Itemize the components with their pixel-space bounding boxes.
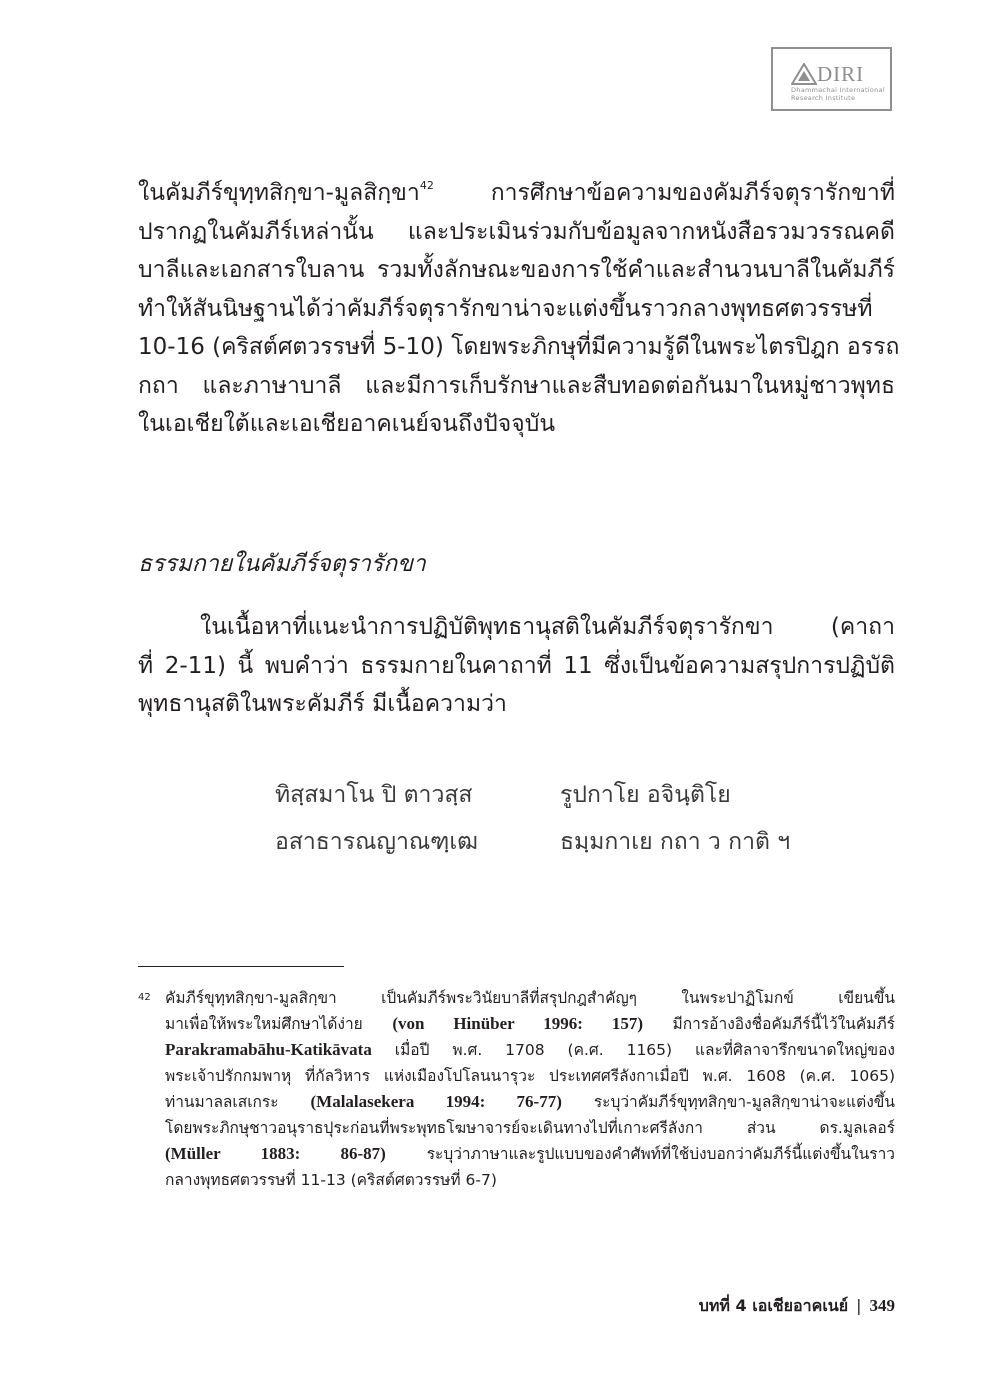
footnote-ref[interactable]: 42 bbox=[419, 179, 434, 192]
citation: (Müller 1883: 86-87) bbox=[165, 1144, 386, 1163]
logo-mark: DIRI bbox=[817, 62, 865, 86]
verse-left-1: ทิสฺสมาโน ปิ ตาวสฺส bbox=[275, 782, 473, 808]
footnote-text: กลางพุทธศตวรรษที่ 11-13 (คริสต์ศตวรรษที่ 6-7) bbox=[165, 1171, 497, 1189]
footnote-line bbox=[165, 1167, 895, 1193]
footnote-number: 42 bbox=[138, 992, 151, 1003]
citation: (Malalasekera 1994: 76-77) bbox=[310, 1092, 562, 1111]
text-line: 10-16 (คริสต์ศตวรรษที่ 5-10) โดยพระภิกษุที่มีความรู้ดีในพระไตรปิฎก อรรถ bbox=[138, 334, 900, 360]
footnote-body bbox=[165, 985, 895, 1193]
text-line: ในคัมภีร์ขุทฺทสิกฺขา-มูลสิกฺขา$^{42}$ การศึกษาข้อความของคัมภีร์จตุรารักขาที่ bbox=[138, 179, 895, 206]
logo-line-1: Dhammachai International bbox=[791, 86, 885, 94]
footnote-line bbox=[165, 1089, 895, 1115]
footnote-line bbox=[165, 1115, 895, 1141]
text-line: กถา และภาษาบาลี และมีการเก็บรักษาและสืบทอดต่อกันมาในหมู่ชาวพุทธ bbox=[138, 372, 895, 399]
footnote bbox=[138, 985, 895, 1193]
page-footer bbox=[699, 1294, 895, 1319]
footnote-line bbox=[165, 1011, 895, 1037]
footnote-divider bbox=[138, 966, 344, 967]
footnote-line bbox=[165, 1141, 895, 1167]
footnote-text: ระบุว่าภาษาและรูปแบบของคำศัพท์ที่ใช้บ่งบอกว่าคัมภีร์นี้แต่งขึ้นในราว bbox=[385, 1145, 895, 1163]
text-line: ในเนื้อหาที่แนะนำการปฏิบัติพุทธานุสติในคัมภีร์จตุรารักขา (คาถา bbox=[200, 614, 895, 640]
diri-triangle-icon bbox=[791, 63, 817, 85]
citation: Parakramabāhu-Katikāvata bbox=[165, 1040, 372, 1059]
text-line: บาลีและเอกสารใบลาน รวมทั้งลักษณะของการใช้คำและสำนวนบาลีในคัมภีร์ bbox=[138, 257, 895, 283]
text-line: ที่ 2-11) นี้ พบคำว่า ธรรมกายในคาถาที่ 11 ซึ่งเป็นข้อความสรุปการปฏิบัติ bbox=[138, 652, 895, 679]
text-line: พุทธานุสติในพระคัมภีร์ มีเนื้อความว่า bbox=[138, 691, 507, 717]
section-heading: ธรรมกายในคัมภีร์จตุรารักขา bbox=[138, 551, 426, 577]
chapter-title: บทที่ 4 เอเชียอาคเนย์ bbox=[698, 1296, 849, 1315]
text-line: ในเอเชียใต้และเอเชียอาคเนย์จนถึงปัจจุบัน bbox=[138, 411, 556, 437]
footnote-text: ระบุว่าคัมภีร์ขุทฺทสิกฺขา-มูลสิกฺขาน่าจะแต่งขึ้น bbox=[561, 1093, 896, 1111]
text-line: ทำให้สันนิษฐานได้ว่าคัมภีร์จตุรารักขาน่าจะแต่งขึ้นราวกลางพุทธศตวรรษที่ bbox=[138, 295, 873, 322]
citation: (von Hinüber 1996: 157) bbox=[392, 1014, 643, 1033]
footnote-text: มีการอ้างอิงชื่อคัมภีร์นี้ไว้ในคัมภีร์ bbox=[643, 1015, 895, 1033]
verse-left-2: อสาธารณญาณฑฺเฒ bbox=[275, 829, 478, 855]
verse-right-1: รูปกาโย อจินฺติโย bbox=[560, 782, 731, 808]
logo-subtitle bbox=[791, 86, 887, 102]
footnote-line bbox=[165, 985, 895, 1011]
paragraph-intro bbox=[138, 174, 900, 444]
verse-right-2: ธมฺมกาเย กถา ว กาติ ฯ bbox=[560, 829, 791, 855]
footnote-text: พระเจ้าปรักกมพาหุ ที่กัลวิหาร แห่งเมืองโปโลนนารุวะ ประเทศศรีลังกาเมื่อปี พ.ศ. 1608 (ค.ศ. 1065) bbox=[165, 1067, 895, 1085]
text-line: ปรากฏในคัมภีร์เหล่านั้น และประเมินร่วมกับข้อมูลจากหนังสือรวมวรรณคดี bbox=[138, 218, 895, 245]
footnote-text: ท่านมาลลเสเกระ bbox=[165, 1093, 311, 1111]
page-number: 349 bbox=[869, 1296, 895, 1315]
footnote-text: โดยพระภิกษุชาวอนุราธปุระก่อนที่พระพุทธโฆษาจารย์จะเดินทางไปที่เกาะศรีลังกา ส่วน ดร.มูลเลอร์ bbox=[165, 1119, 895, 1137]
diri-logo bbox=[771, 47, 892, 111]
footnote-text: เมื่อปี พ.ศ. 1708 (ค.ศ. 1165) และที่ศิลาจารึกขนาดใหญ่ของ bbox=[371, 1041, 895, 1059]
footnote-text: มาเพื่อให้พระใหม่ศึกษาได้ง่าย bbox=[165, 1015, 393, 1033]
footnote-line bbox=[165, 1037, 895, 1063]
logo-line-2: Research Institute bbox=[791, 94, 856, 102]
paragraph-body bbox=[138, 608, 895, 724]
footnote-line bbox=[165, 1063, 895, 1089]
footnote-text: คัมภีร์ขุทฺทสิกฺขา-มูลสิกฺขา เป็นคัมภีร์พระวินัยบาลีที่สรุปกฎสำคัญๆ ในพระปาฏิโมกข์ เขียนขึ้น bbox=[165, 989, 895, 1007]
footer-separator: | bbox=[856, 1296, 862, 1315]
